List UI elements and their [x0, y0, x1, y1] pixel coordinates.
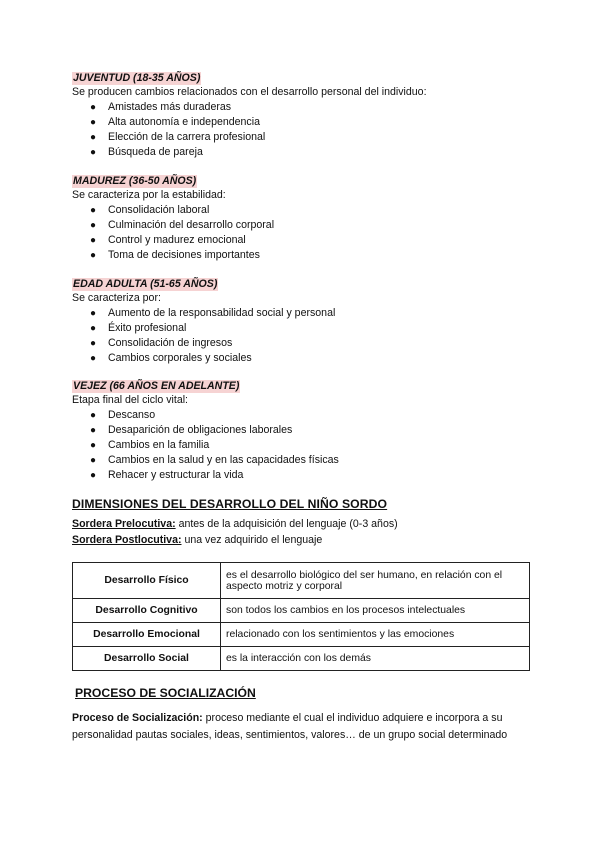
table-key: Desarrollo Cognitivo: [73, 599, 221, 623]
list-item: ● Control y madurez emocional: [90, 234, 246, 246]
stage-intro: Se producen cambios relacionados con el desarrollo personal del individuo:: [72, 86, 427, 98]
table-row: [73, 647, 530, 671]
list-item: ● Búsqueda de pareja: [90, 146, 203, 158]
list-item: ● Amistades más duraderas: [90, 101, 232, 113]
stage-juventud: [72, 72, 532, 160]
prelocutiva-line: Sordera Prelocutiva: antes de la adquisición del lenguaje (0-3 años): [72, 518, 398, 530]
table-value: es la interacción con los demás: [221, 647, 530, 671]
bullet-icon: ●: [90, 308, 97, 319]
stage-intro: Se caracteriza por la estabilidad:: [72, 189, 226, 201]
stage-vejez: [72, 380, 532, 483]
bullet-icon: ●: [90, 117, 97, 128]
process-definition: Proceso de Socialización: proceso mediante el cual el individuo adquiere e incorpora a su personalidad pautas sociales, ideas, sentimientos, valores… de un grupo social determinado: [72, 712, 508, 741]
list-item: ● Cambios en la salud y en las capacidades físicas: [90, 454, 339, 466]
stage-list: [72, 203, 532, 263]
stage-list: [72, 306, 532, 366]
list-item: ● Culminación del desarrollo corporal: [90, 219, 275, 231]
bullet-icon: ●: [90, 205, 97, 216]
bullet-icon: ●: [90, 220, 97, 231]
stage-heading: JUVENTUD (18-35 AÑOS): [73, 72, 201, 84]
list-item: ● Rehacer y estructurar la vida: [90, 469, 244, 481]
dimensions-title: DIMENSIONES DEL DESARROLLO DEL NIÑO SORDO: [72, 497, 388, 511]
list-item: ● Éxito profesional: [90, 322, 187, 334]
postlocutiva-line: Sordera Postlocutiva: una vez adquirido el lenguaje: [72, 533, 323, 546]
bullet-icon: ●: [90, 102, 97, 113]
list-item: ● Elección de la carrera profesional: [90, 131, 266, 143]
list-item: ● Cambios corporales y sociales: [90, 352, 252, 364]
process-title: PROCESO DE SOCIALIZACIÓN: [75, 686, 256, 700]
bullet-icon: ●: [90, 147, 97, 158]
stage-list: [72, 100, 532, 160]
list-item: ● Descanso: [90, 409, 156, 421]
stage-heading: VEJEZ (66 AÑOS EN ADELANTE): [73, 380, 240, 392]
bullet-icon: ●: [90, 235, 97, 246]
bullet-icon: ●: [90, 338, 97, 349]
list-item: ● Alta autonomía e independencia: [90, 116, 260, 128]
bullet-icon: ●: [90, 410, 97, 421]
table-key: Desarrollo Social: [73, 647, 221, 671]
list-item: ● Consolidación laboral: [90, 204, 210, 216]
bullet-icon: ●: [90, 425, 97, 436]
table-value: relacionado con los sentimientos y las emociones: [221, 623, 530, 647]
bullet-icon: ●: [90, 323, 97, 334]
list-item: ● Desaparición de obligaciones laborales: [90, 424, 293, 436]
table-key: Desarrollo Emocional: [73, 623, 221, 647]
list-item: ● Aumento de la responsabilidad social y personal: [90, 307, 336, 319]
bullet-icon: ●: [90, 132, 97, 143]
sordera-definitions: [72, 517, 398, 548]
stage-edad-adulta: [72, 278, 532, 366]
table-key: Desarrollo Físico: [73, 563, 221, 599]
stage-list: [72, 408, 532, 483]
stage-heading: EDAD ADULTA (51-65 AÑOS): [73, 278, 218, 290]
list-item: ● Toma de decisiones importantes: [90, 249, 260, 261]
table-value: es el desarrollo biológico del ser humano, en relación con el aspecto motriz y corporal: [221, 563, 530, 599]
bullet-icon: ●: [90, 455, 97, 466]
bullet-icon: ●: [90, 470, 97, 481]
dimensions-table: [72, 562, 530, 671]
table-value: son todos los cambios en los procesos intelectuales: [221, 599, 530, 623]
stage-heading: MADUREZ (36-50 AÑOS): [73, 175, 197, 187]
stage-madurez: [72, 175, 532, 263]
bullet-icon: ●: [90, 440, 97, 451]
stage-intro: Etapa final del ciclo vital:: [72, 394, 189, 406]
table-row: [73, 623, 530, 647]
list-item: ● Consolidación de ingresos: [90, 337, 233, 349]
table-row: [73, 563, 530, 599]
list-item: ● Cambios en la familia: [90, 439, 210, 451]
bullet-icon: ●: [90, 353, 97, 364]
table-row: [73, 599, 530, 623]
bullet-icon: ●: [90, 250, 97, 261]
stage-intro: Se caracteriza por:: [72, 292, 161, 304]
